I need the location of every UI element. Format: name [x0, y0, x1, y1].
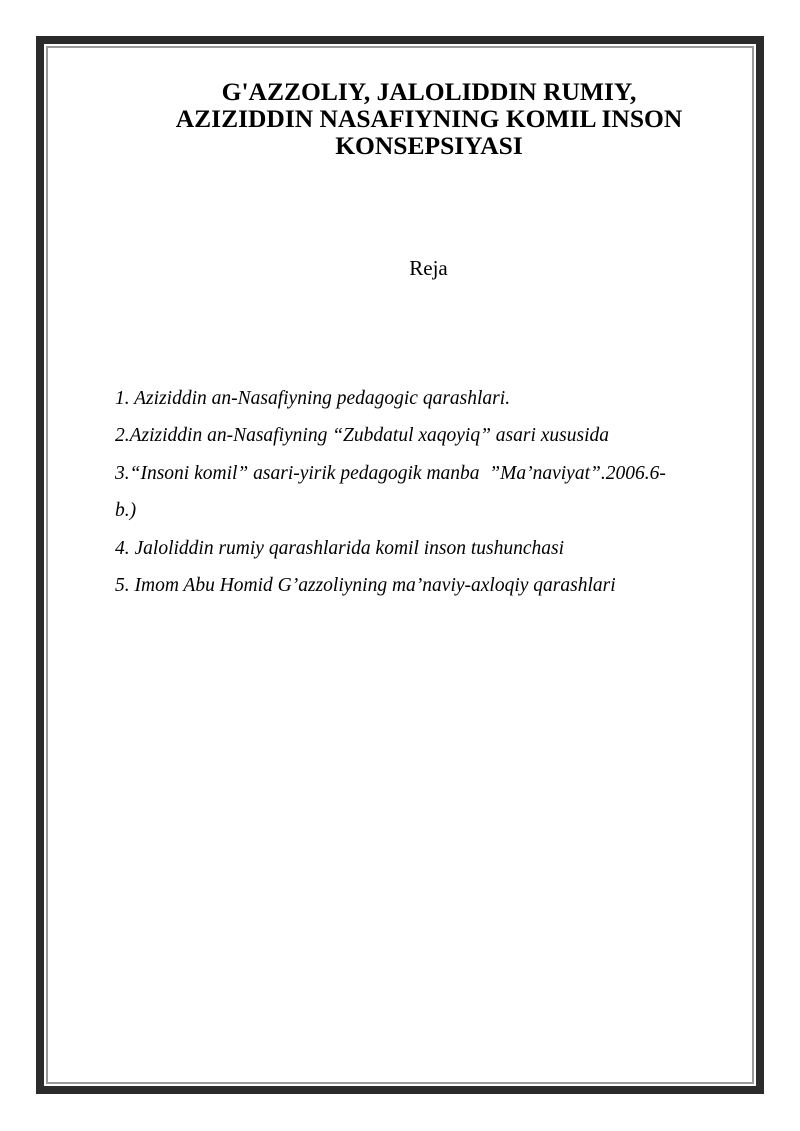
plan-item-4: 4. Jaloliddin rumiy qarashlarida komil inson tushunchasi	[115, 537, 565, 559]
title-line-3: KONSEPSIYASI	[335, 131, 523, 160]
title-line-1: G'AZZOLIY, JALOLIDDIN RUMIY,	[221, 77, 637, 106]
plan-heading: Reja	[409, 256, 448, 280]
title-line-2: AZIZIDDIN NASAFIYNING KOMIL INSON	[175, 104, 683, 133]
plan-item-3-continuation: b.)	[115, 500, 137, 522]
plan-item-2: 2.Aziziddin an-Nasafiyning “Zubdatul xaqoyiq” asari xususida	[115, 425, 610, 447]
plan-item-5: 5. Imom Abu Homid G’azzoliyning ma’naviy-axloqiy qarashlari	[115, 575, 616, 597]
plan-list	[115, 380, 727, 604]
document-title	[96, 78, 762, 159]
plan-item-1: 1. Aziziddin an-Nasafiyning pedagogic qarashlari.	[115, 388, 511, 409]
plan-item-3: 3.“Insoni komil” asari-yirik pedagogik manba ”Ma’naviyat”.2006.6-	[115, 462, 666, 484]
